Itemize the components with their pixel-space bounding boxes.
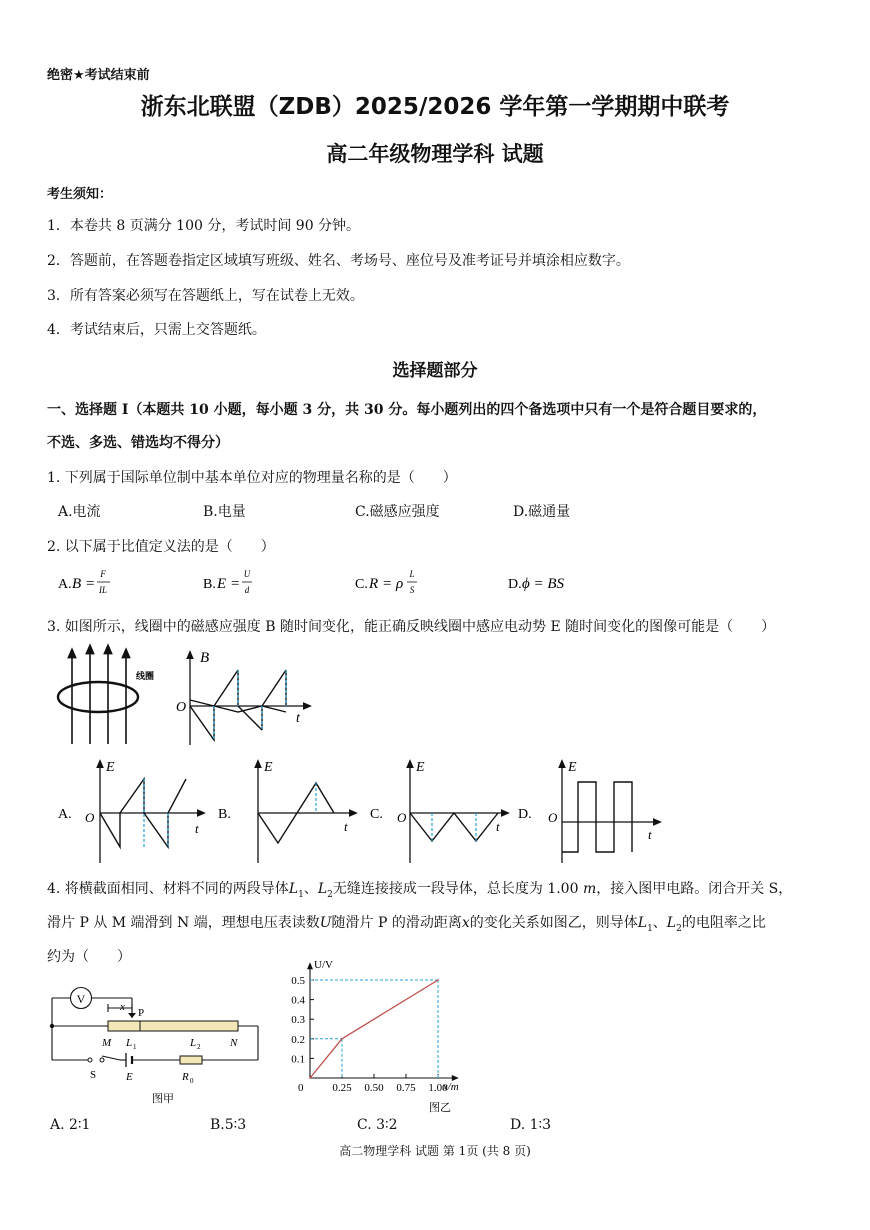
svg-text:B.: B.	[203, 577, 216, 592]
y-tick-label: 0.2	[291, 1033, 305, 1046]
q3-figure	[40, 640, 340, 752]
svg-text:P: P	[138, 1007, 145, 1019]
svg-text:A.: A.	[58, 807, 72, 822]
note-item: 2．答题前，在答题卷指定区域填写班级、姓名、考场号、座位号及准考证号并填涂相应数字。	[47, 253, 630, 269]
svg-text:R: R	[369, 576, 379, 592]
q2-option-b	[203, 569, 252, 595]
q1-option-c: C.磁感应强度	[355, 504, 440, 520]
svg-text:B: B	[72, 576, 82, 592]
q4-option-d: D. 1∶3	[510, 1117, 552, 1133]
u-x-series-line	[310, 980, 438, 1078]
exam-title: 浙东北联盟（ZDB）2025/2026 学年第一学期期中联考	[140, 94, 730, 120]
q1-option-d: D.磁通量	[513, 504, 571, 520]
q3-option-b	[218, 760, 354, 863]
q4-option-c: C. 3∶2	[357, 1117, 398, 1133]
svg-text:L: L	[190, 1037, 197, 1049]
notes-heading: 考生须知：	[47, 187, 113, 202]
graph-caption: 图乙	[429, 1102, 451, 1114]
svg-text:B: B	[200, 650, 210, 666]
voltmeter	[71, 988, 92, 1009]
q2-option-a	[58, 569, 110, 595]
q2-option-d	[508, 576, 565, 592]
svg-text:ϕ = BS: ϕ = BS	[522, 576, 565, 592]
svg-text:x: x	[120, 1001, 125, 1013]
svg-text:1: 1	[133, 1043, 137, 1051]
q2-option-c	[355, 569, 417, 595]
svg-text:E: E	[217, 576, 227, 592]
y-axis-label: U/V	[314, 959, 333, 972]
b-t-graph	[176, 650, 308, 745]
svg-text:O: O	[548, 810, 558, 825]
svg-text:d: d	[244, 585, 250, 595]
q3-stem: 3. 如图所示，线圈中的磁感应强度 B 随时间变化，能正确反映线圈中感应电动势 E 随时间变化的图像可能是（ ）	[47, 619, 776, 635]
svg-text:F: F	[100, 569, 106, 579]
q3-option-d	[518, 760, 658, 863]
svg-text:O: O	[85, 810, 95, 825]
q4-stem-line1: 4. 将横截面相同、材料不同的两段导体$L_1$、$L_2$无缝连接接成一段导体，总长度为 1.00 m，接入图甲电路。闭合开关 S，	[47, 881, 793, 900]
x-axis-label: x/m	[442, 1081, 459, 1093]
q2-options	[40, 564, 600, 600]
svg-text:U: U	[243, 569, 251, 579]
q4-option-b: B.5∶3	[210, 1117, 247, 1133]
svg-text:S: S	[90, 1069, 97, 1081]
origin-label: 0	[298, 1082, 304, 1094]
data-point	[341, 1038, 343, 1040]
svg-text:A.: A.	[58, 577, 72, 592]
svg-text:=: =	[231, 576, 240, 592]
svg-text:V: V	[76, 992, 86, 1006]
svg-text:E: E	[106, 760, 115, 775]
svg-text:t: t	[496, 819, 500, 834]
x-tick-label: 1.00	[428, 1082, 448, 1094]
q1-stem: 1. 下列属于国际单位制中基本单位对应的物理量名称的是（ ）	[47, 470, 457, 486]
svg-text:E: E	[416, 760, 425, 775]
svg-text:E: E	[126, 1071, 133, 1083]
svg-text:O: O	[397, 810, 407, 825]
svg-text:=: =	[383, 576, 392, 592]
svg-text:2: 2	[197, 1043, 201, 1051]
q4-option-a: A. 2∶1	[50, 1117, 91, 1133]
q1-option-a: A.电流	[58, 504, 101, 520]
x-tick-label: 0.75	[396, 1082, 416, 1094]
svg-text:ρ: ρ	[396, 576, 404, 592]
coil-label: 线圈	[136, 671, 155, 681]
note-item: 1．本卷共 8 页满分 100 分，考试时间 90 分钟。	[47, 218, 361, 234]
y-tick-label: 0.4	[291, 994, 305, 1007]
q3-option-c	[370, 760, 506, 863]
q3-options	[40, 755, 680, 867]
svg-text:0: 0	[190, 1077, 194, 1085]
exam-subtitle: 高二年级物理学科 试题	[326, 142, 544, 166]
x-tick-label: 0.50	[364, 1082, 384, 1094]
x-tick-label: 0.25	[332, 1082, 352, 1094]
svg-text:N: N	[230, 1037, 238, 1049]
coil-diagram	[58, 648, 154, 744]
u-x-graph	[282, 959, 492, 1114]
svg-text:t: t	[296, 711, 300, 726]
svg-text:R: R	[182, 1071, 189, 1083]
q2-stem: 2. 以下属于比值定义法的是（ ）	[47, 539, 275, 555]
svg-text:D.: D.	[508, 577, 522, 592]
q1-option-b: B.电量	[203, 504, 246, 520]
part1-instructions-cont: 不选、多选、错选均不得分）	[47, 435, 229, 451]
y-axis-arrow	[307, 962, 313, 969]
svg-text:C.: C.	[370, 807, 383, 822]
confidential-mark: 绝密★考试结束前	[47, 68, 150, 83]
svg-text:L: L	[126, 1037, 133, 1049]
svg-text:S: S	[409, 585, 415, 595]
svg-text:O: O	[176, 700, 187, 715]
q4-stem-line2: 滑片 P 从 M 端滑到 N 端，理想电压表读数U随滑片 P 的滑动距离x的变化关系如图乙，则导体$L_1$、$L_2$的电阻率之比	[47, 915, 766, 934]
circuit-caption: 图甲	[152, 1093, 174, 1105]
svg-text:C.: C.	[355, 577, 368, 592]
svg-text:B.: B.	[218, 807, 231, 822]
section-title: 选择题部分	[392, 361, 478, 381]
part1-instructions: 一、选择题 I（本题共 10 小题，每小题 3 分，共 30 分。每小题列出的四个备选项中只有一个是符合题目要求的，	[47, 402, 767, 418]
data-point	[437, 979, 439, 981]
y-tick-label: 0.3	[291, 1014, 305, 1027]
svg-text:=: =	[86, 576, 95, 592]
page-footer: 高二物理学科 试题 第 1页 (共 8 页)	[339, 1144, 531, 1158]
svg-text:t: t	[195, 821, 199, 836]
svg-text:M: M	[102, 1037, 112, 1049]
note-item: 3．所有答案必须写在答题纸上，写在试卷上无效。	[47, 288, 364, 304]
data-point	[309, 1077, 311, 1079]
svg-text:E: E	[568, 760, 577, 775]
q4-stem-line3: 约为（ ）	[47, 949, 131, 965]
q3-option-a	[58, 760, 202, 863]
svg-text:L: L	[409, 569, 415, 579]
svg-text:t: t	[344, 819, 348, 834]
y-tick-label: 0.1	[291, 1053, 305, 1066]
svg-text:D.: D.	[518, 807, 532, 822]
svg-text:IL: IL	[98, 585, 108, 595]
svg-text:E: E	[264, 760, 273, 775]
y-tick-label: 0.5	[291, 975, 305, 987]
svg-text:t: t	[648, 827, 652, 842]
circuit-diagram	[40, 982, 270, 1107]
note-item: 4．考试结束后，只需上交答题纸。	[47, 322, 266, 338]
